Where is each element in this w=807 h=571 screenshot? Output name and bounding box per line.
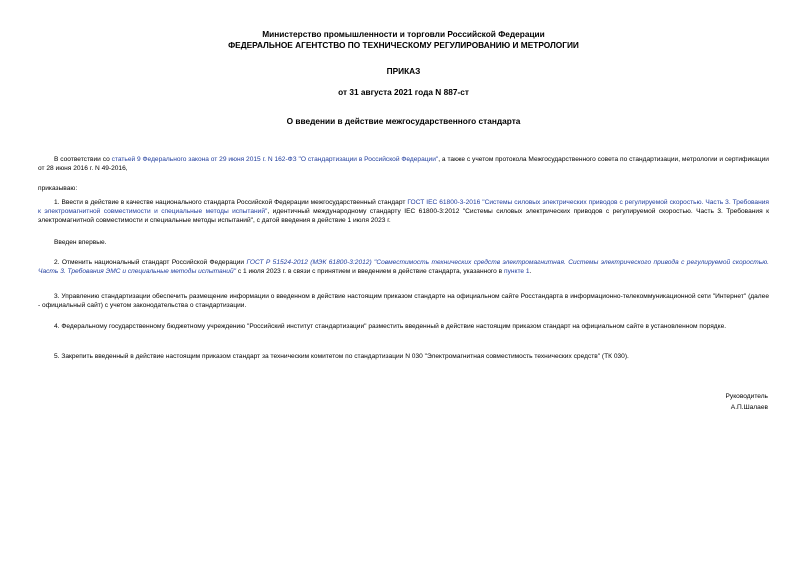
item-1-reference-link[interactable]: пункте 1 [504,268,530,276]
document-date-number: от 31 августа 2021 года N 887-ст [338,87,469,97]
gost-iec-61800-link[interactable]: ГОСТ IEC 61800-3-2016 "Системы силовых электрических приводов с регулируемой скоростью. Часть 3. Требования к электромагнитной совместимости и специальные методы испытаний" [38,199,769,216]
item-2-text-start: 2. Отменить национальный стандарт Российской Федерации [54,259,247,266]
item-1-text-start: 1. Ввести в действие в качестве национального стандарта Российской Федерации межгосударственный стандарт [54,199,408,206]
item-2-text-middle: с 1 июля 2023 г. в связи с принятием и введением в действие стандарта, указанного в [235,268,505,276]
preamble-text-end: , а также с учетом протокола Межгосударственного совета по стандартизации, метрологии и сертификации от 28 июня 2016 г. N 49-2016, [38,156,769,173]
preamble-text-start: В соответствии со [54,156,112,163]
gost-r-51524-link[interactable]: ГОСТ Р 51524-2012 (МЭК 61800-3:2012) "Совместимость технических средств электромагнитная. Системы электрического привода с регулируемой скоростью. Часть 3. Требования ЭМС и специальные методы испытаний" [38,259,769,276]
item-1-paragraph [38,198,769,226]
item-5-paragraph: 5. Закрепить введенный в действие настоящим приказом стандарт за техническим комитетом по стандартизации N 030 "Электромагнитная совместимость технических средств" (ТК 030). [54,353,629,360]
signatory-position: Руководитель [725,393,768,400]
preamble-paragraph [38,155,769,173]
item-3-paragraph: 3. Управлению стандартизации обеспечить размещение информации о введенном в действие настоящим приказом стандарте на официальном сайте Росстандарта в информационно-телекоммуникационной сети "Интернет" (далее - официальный сайт) с учетом законодательства о стандартизации. [38,293,769,310]
ministry-heading: Министерство промышленности и торговли Российской Федерации [262,29,545,39]
federal-law-link[interactable]: статьей 9 Федерального закона от 29 июня 2015 г. N 162-ФЗ "О стандартизации в Российской Федерации" [111,156,439,163]
document-title: О введении в действие межгосударственного стандарта [286,116,521,126]
document-type: ПРИКАЗ [386,66,421,76]
agency-heading: ФЕДЕРАЛЬНОЕ АГЕНТСТВО ПО ТЕХНИЧЕСКОМУ РЕГУЛИРОВАНИЮ И МЕТРОЛОГИИ [228,40,579,50]
item-2-text-end: . [529,268,532,276]
item-4-paragraph: 4. Федеральному государственному бюджетному учреждению "Российский институт стандартизации" разместить введенный в действие настоящим приказом стандарт на официальном сайте в установленном порядке. [54,323,727,330]
introduced-first-note: Введен впервые. [54,239,107,246]
order-word: приказываю: [38,185,78,192]
item-2-paragraph [38,258,769,276]
item-1-text-end: , идентичный международному стандарту IEC 61800-3:2012 "Системы силовых электрических приводов с регулируемой скоростью. Часть 3. Требования к электромагнитной совместимости и специальные методы испытаний", с датой введения в действие 1 июля 2023 г. [38,208,769,225]
signatory-name: А.П.Шалаев [730,404,768,411]
